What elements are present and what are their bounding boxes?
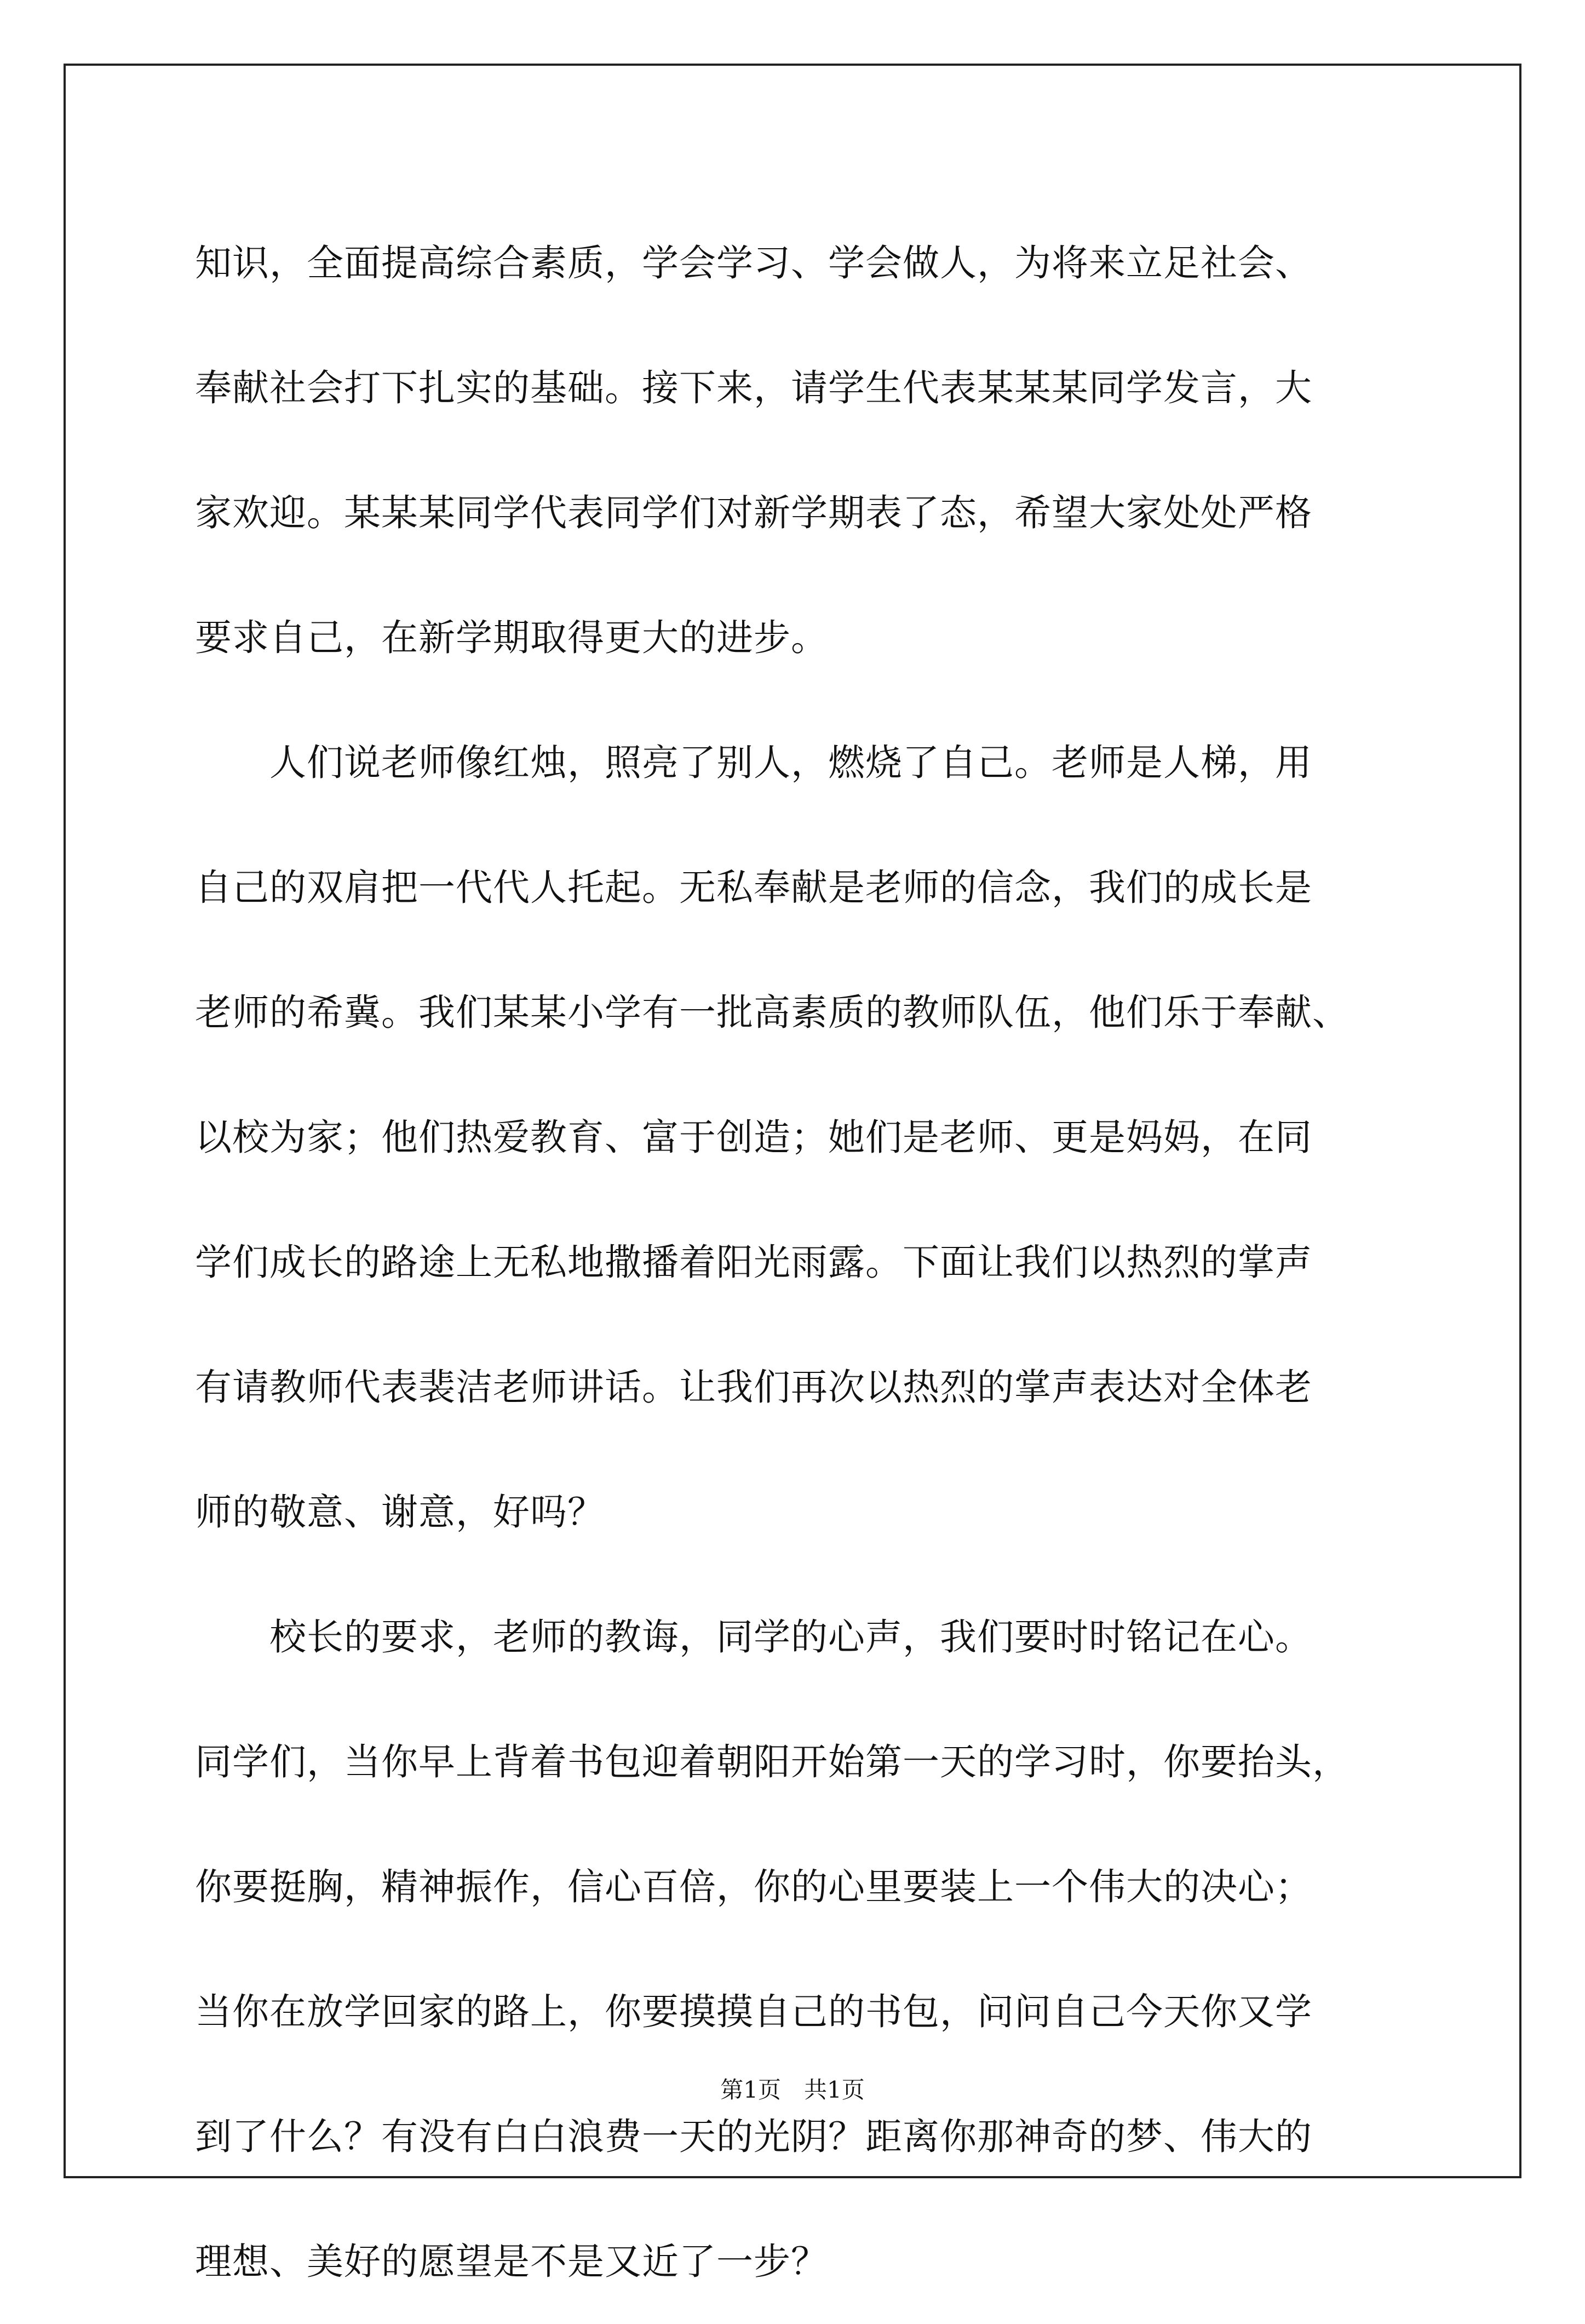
- text-line-10: 有请教师代表裴洁老师讲话。让我们再次以热烈的掌声表达对全体老: [195, 1366, 1312, 1409]
- text-line-17: 理想、美好的愿望是不是又近了一步？: [195, 2240, 828, 2283]
- text-line-12: 校长的要求，老师的教诲，同学的心声，我们要时时铭记在心。: [195, 1616, 1312, 1658]
- text-line-15: 当你在放学回家的路上，你要摸摸自己的书包，问问自己今天你又学: [195, 1990, 1312, 2033]
- page-number-footer: 第1页 共1页: [720, 2076, 865, 2103]
- text-line-14: 你要挺胸，精神振作，信心百倍，你的心里要装上一个伟大的决心；: [195, 1865, 1312, 1908]
- text-line-5: 人们说老师像红烛，照亮了别人，燃烧了自己。老师是人梯，用: [195, 741, 1312, 784]
- text-line-2: 奉献社会打下扎实的基础。接下来，请学生代表某某某同学发言，大: [195, 367, 1312, 409]
- text-line-8: 以校为家；他们热爱教育、富于创造；她们是老师、更是妈妈，在同: [195, 1116, 1312, 1159]
- text-line-4: 要求自己，在新学期取得更大的进步。: [195, 616, 828, 659]
- text-line-11: 师的敬意、谢意，好吗？: [195, 1491, 605, 1533]
- text-line-7: 老师的希冀。我们某某小学有一批高素质的教师队伍，他们乐于奉献、: [195, 991, 1349, 1034]
- text-line-16: 到了什么？有没有白白浪费一天的光阴？距离你那神奇的梦、伟大的: [195, 2115, 1312, 2158]
- text-line-13: 同学们，当你早上背着书包迎着朝阳开始第一天的学习时，你要抬头，: [195, 1741, 1349, 1783]
- text-line-1: 知识，全面提高综合素质，学会学习、学会做人，为将来立足社会、: [195, 242, 1312, 284]
- text-line-3: 家欢迎。某某某同学代表同学们对新学期表了态，希望大家处处严格: [195, 491, 1312, 534]
- text-line-6: 自己的双肩把一代代人托起。无私奉献是老师的信念，我们的成长是: [195, 866, 1312, 909]
- document-body: [195, 201, 1400, 2324]
- text-line-9: 学们成长的路途上无私地撒播着阳光雨露。下面让我们以热烈的掌声: [195, 1241, 1312, 1284]
